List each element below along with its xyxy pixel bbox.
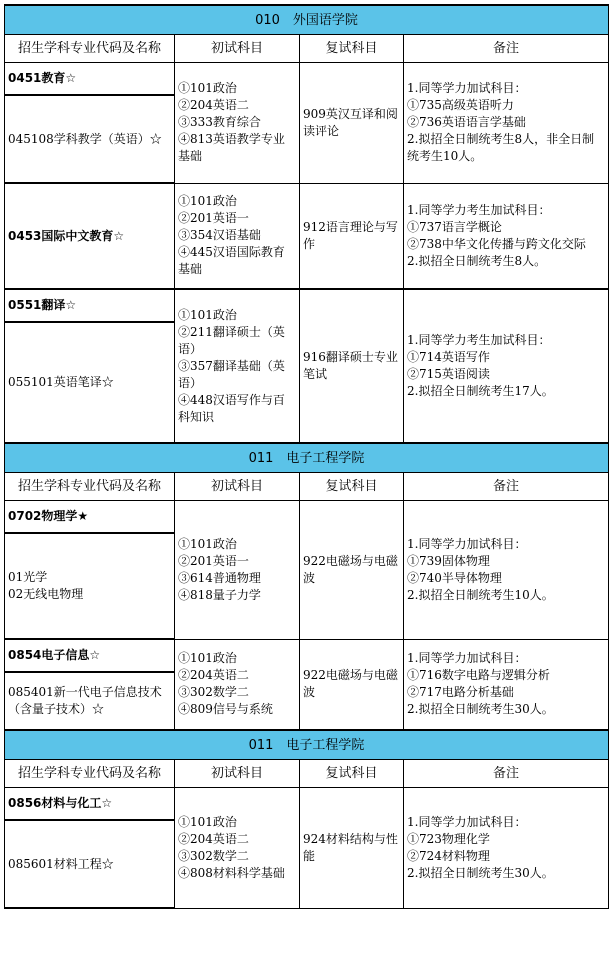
dept-title: 010 外国语学院: [5, 5, 609, 35]
note-item: 1.同等学力考生加试科目：: [407, 333, 551, 347]
note-item: ①714英语写作: [407, 350, 490, 364]
note-item: ①735高级英语听力: [407, 98, 514, 113]
admissions-table: [4, 4, 609, 909]
table-row: [5, 639, 609, 672]
retest-subject: 922电磁场与电磁波: [300, 639, 404, 730]
major-name: 0451教育☆: [5, 63, 175, 96]
notes: [404, 639, 609, 730]
note-item: ①716数字电路与逻辑分析: [407, 668, 550, 683]
col-header-exam: 初试科目: [175, 473, 300, 501]
dept-row: [5, 5, 609, 35]
note-item: 1.同等学力加试科目：: [407, 536, 527, 551]
col-header-retest: 复试科目: [300, 760, 404, 788]
note-item: ②717电路分析基础: [407, 685, 514, 700]
table-row: [5, 63, 609, 96]
exam-item: ②201英语一: [178, 211, 249, 226]
col-header-exam: 初试科目: [175, 760, 300, 788]
dept-title: 011 电子工程学院: [5, 443, 609, 473]
exam-item: ④813英语教学专业基础: [178, 132, 285, 164]
retest-subject: 909英汉互译和阅读评论: [300, 63, 404, 184]
major-name: 0702物理学★: [5, 501, 175, 534]
col-header-exam: 初试科目: [175, 35, 300, 63]
note-item: 1.同等学力考生加试科目：: [407, 202, 551, 217]
exam-subjects: [175, 639, 300, 730]
note-item: ②738中华文化传播与跨文化交际: [407, 236, 586, 251]
exam-item: ③333教育综合: [178, 115, 261, 130]
exam-item: ③302数学二: [178, 685, 249, 700]
exam-subjects: [175, 63, 300, 184]
major-name: 0551翻译☆: [5, 289, 175, 322]
notes: [404, 63, 609, 184]
exam-item: ④808材料科学基础: [178, 865, 285, 880]
col-header-notes: 备注: [404, 35, 609, 63]
sub-major: 085601材料工程☆: [5, 820, 175, 908]
exam-item: ④448汉语写作与百科知识: [178, 392, 285, 424]
sub-major: 055101英语笔译☆: [5, 322, 175, 443]
exam-item: ①101政治: [178, 307, 237, 322]
exam-item: ③614普通物理: [178, 570, 261, 585]
major-name: 0453国际中文教育☆: [5, 183, 175, 289]
exam-item: ①101政治: [178, 651, 237, 666]
sub-major: 085401新一代电子信息技术（含量子技术）☆: [5, 672, 175, 730]
table-row: [5, 501, 609, 534]
exam-item: ③302数学二: [178, 848, 249, 863]
col-header-notes: 备注: [404, 760, 609, 788]
exam-item: ①101政治: [178, 536, 237, 551]
retest-subject: 922电磁场与电磁波: [300, 501, 404, 640]
note-item: ①737语言学概论: [407, 219, 502, 234]
exam-item: ②204英语二: [178, 668, 249, 683]
col-header-major: 招生学科专业代码及名称: [5, 760, 175, 788]
note-item: ①723物理化学: [407, 831, 490, 846]
major-name: 0856材料与化工☆: [5, 788, 175, 821]
table-row: [5, 183, 609, 289]
exam-subjects: [175, 183, 300, 289]
exam-item: ①101政治: [178, 81, 237, 96]
notes: [404, 788, 609, 909]
notes: [404, 183, 609, 289]
exam-item: ④818量子力学: [178, 587, 261, 602]
exam-item: ④445汉语国际教育基础: [178, 245, 285, 277]
retest-subject: 924材料结构与性能: [300, 788, 404, 909]
major-name: 0854电子信息☆: [5, 639, 175, 672]
col-header-retest: 复试科目: [300, 35, 404, 63]
exam-item: ④809信号与系统: [178, 702, 273, 717]
exam-item: ②211翻译硕士（英语）: [178, 324, 285, 356]
note-item: 1.同等学力加试科目：: [407, 814, 527, 829]
col-header-major: 招生学科专业代码及名称: [5, 35, 175, 63]
note-item: 2.拟招全日制统考生10人。: [407, 587, 554, 602]
exam-item: ③357翻译基础（英语）: [178, 358, 285, 390]
note-item: ②724材料物理: [407, 848, 490, 863]
exam-subjects: [175, 788, 300, 909]
sub-major: 045108学科教学（英语）☆: [5, 95, 175, 183]
col-header-major: 招生学科专业代码及名称: [5, 473, 175, 501]
exam-item: ①101政治: [178, 814, 237, 829]
exam-item: ③354汉语基础: [178, 228, 261, 243]
note-item: 2.拟招全日制统考生8人。: [407, 253, 547, 268]
table-row: [5, 289, 609, 322]
exam-item: ②204英语二: [178, 98, 249, 113]
table-row: [5, 788, 609, 821]
dept-title: 011 电子工程学院: [5, 730, 609, 760]
dept-row: [5, 730, 609, 760]
exam-subjects: [175, 501, 300, 640]
note-item: 2.拟招全日制统考生30人。: [407, 865, 554, 880]
header-row: [5, 35, 609, 63]
exam-item: ②201英语一: [178, 553, 249, 568]
sub-major: 01光学 02无线电物理: [5, 533, 175, 639]
notes: [404, 501, 609, 640]
exam-item: ②204英语二: [178, 831, 249, 846]
exam-item: ①101政治: [178, 194, 237, 209]
note-item: ②740半导体物理: [407, 570, 502, 585]
note-item: 2.拟招全日制统考生8人，非全日制统考生10人。: [407, 132, 595, 164]
retest-subject: 916翻译硕士专业笔试: [300, 289, 404, 443]
note-item: 1.同等学力加试科目：: [407, 651, 527, 666]
col-header-retest: 复试科目: [300, 473, 404, 501]
col-header-notes: 备注: [404, 473, 609, 501]
exam-subjects: [175, 289, 300, 443]
note-item: 1.同等学力加试科目：: [407, 81, 527, 96]
note-item: ②736英语语言学基础: [407, 115, 526, 130]
note-item: 2.拟招全日制统考生17人。: [407, 384, 554, 398]
dept-row: [5, 443, 609, 473]
admissions-table-wrapper: [4, 4, 608, 909]
retest-subject: 912语言理论与写作: [300, 183, 404, 289]
header-row: [5, 760, 609, 788]
note-item: ①739固体物理: [407, 553, 490, 568]
note-item: ②715英语阅读: [407, 367, 490, 381]
header-row: [5, 473, 609, 501]
note-item: 2.拟招全日制统考生30人。: [407, 702, 554, 717]
notes: [404, 289, 609, 443]
